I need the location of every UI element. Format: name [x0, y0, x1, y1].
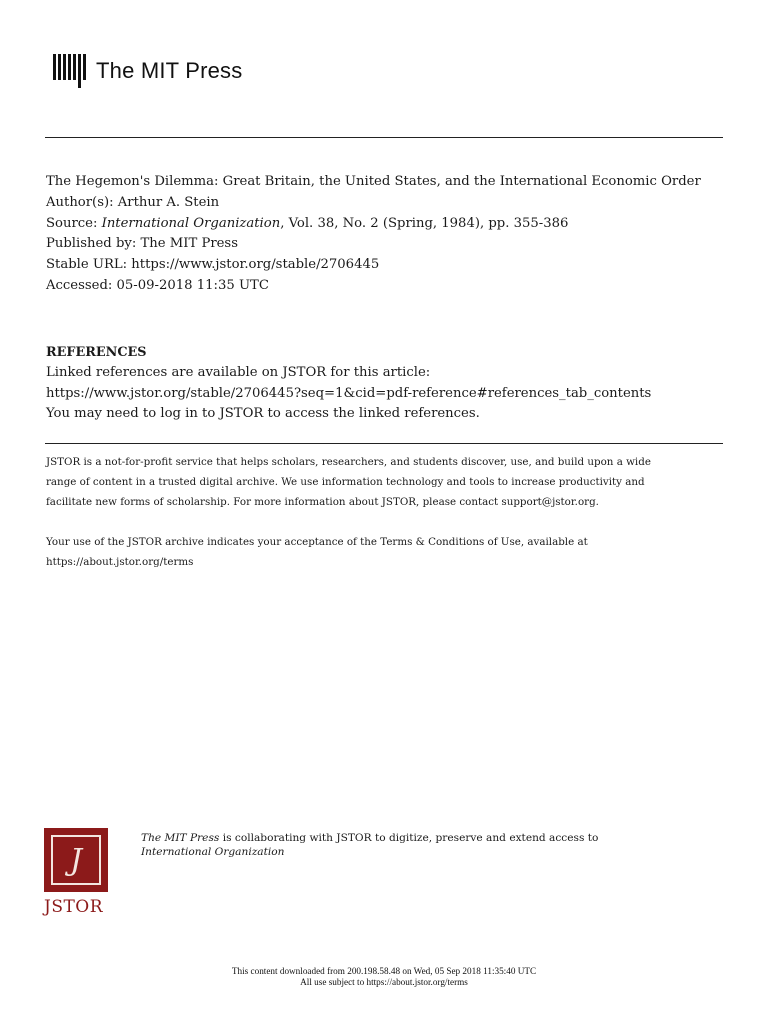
collab-journal: International Organization [141, 845, 285, 858]
terms-line: Your use of the JSTOR archive indicates your acceptance of the Terms & Conditions of Use, available at [46, 535, 588, 548]
download-footer [0, 966, 768, 987]
references-link[interactable]: https://www.jstor.org/stable/2706445?seq=1&cid=pdf-reference#references_tab_contents [46, 385, 652, 401]
article-source [46, 214, 736, 235]
accessed-date: Accessed: 05-09-2018 11:35 UTC [46, 277, 269, 293]
jstor-logo [44, 828, 110, 917]
collab-publisher: The MIT Press [141, 832, 220, 844]
collab-text: is collaborating with JSTOR to digitize, preserve and extend access to [219, 832, 599, 844]
terms-paragraph [46, 532, 706, 572]
footer-terms-line: All use subject to https://about.jstor.org/terms [300, 976, 468, 987]
references-intro: Linked references are available on JSTOR for this article: [46, 365, 431, 381]
notice-line: JSTOR is a not-for-profit service that helps scholars, researchers, and students discover, use, and build upon a wide [46, 456, 651, 468]
notice-paragraph [46, 452, 706, 513]
notice-divider [45, 443, 723, 444]
source-details: , Vol. 38, No. 2 (Spring, 1984), pp. 355-386 [280, 215, 569, 231]
publisher-logo [53, 54, 242, 88]
references-login-note: You may need to log in to JSTOR to access the linked references. [46, 406, 480, 422]
jstor-wordmark: JSTOR [44, 897, 104, 917]
header-divider [45, 137, 723, 138]
stable-url-link[interactable]: Stable URL: https://www.jstor.org/stable/2706445 [46, 257, 380, 273]
published-by: Published by: The MIT Press [46, 236, 238, 252]
article-title: The Hegemon's Dilemma: Great Britain, the United States, and the International Economic Order [46, 174, 701, 189]
publisher-name: The MIT Press [96, 58, 243, 83]
references-block [46, 343, 746, 425]
terms-link[interactable]: https://about.jstor.org/terms [46, 555, 194, 568]
citation-block [46, 172, 736, 297]
mit-press-logo-icon [53, 54, 88, 88]
notice-line: range of content in a trusted digital archive. We use information technology and tools to increase productivity and [46, 476, 645, 489]
footer-download-line: This content downloaded from 200.198.58.48 on Wed, 05 Sep 2018 11:35:40 UTC [231, 966, 537, 976]
jstor-notice [46, 452, 706, 591]
notice-line: facilitate new forms of scholarship. For more information about JSTOR, please contact support@jstor.org. [46, 496, 599, 509]
article-author: Author(s): Arthur A. Stein [46, 194, 220, 210]
source-journal: International Organization [101, 215, 281, 231]
jstor-seal-icon: J [44, 828, 108, 892]
collaboration-note [141, 832, 701, 859]
source-label: Source: [46, 215, 102, 231]
references-heading: REFERENCES [46, 345, 147, 360]
